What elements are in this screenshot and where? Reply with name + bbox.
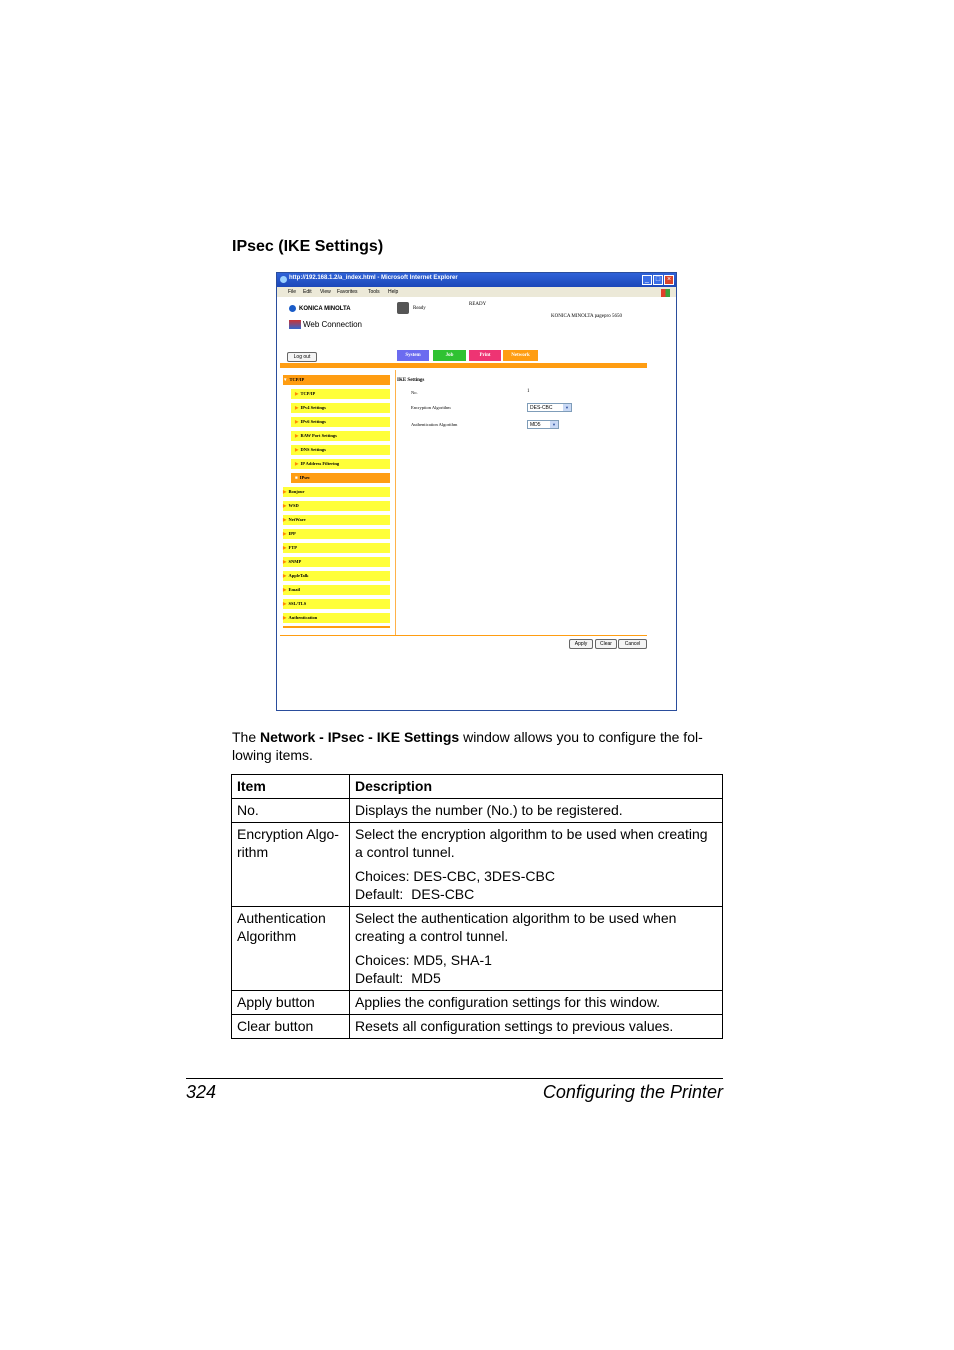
table-header-row — [232, 775, 723, 799]
no-label: No. — [411, 390, 418, 395]
arrow-icon: ▶ — [283, 559, 287, 564]
table-row — [232, 1015, 723, 1039]
table-row — [232, 823, 723, 907]
chevron-down-icon[interactable]: ▼ — [550, 421, 558, 428]
close-icon[interactable]: × — [664, 275, 674, 285]
menu-view[interactable]: View — [320, 289, 331, 295]
row-description: Select the authentication algorithm to be used when creating a control tunnel. Choices: MD5, SHA-1 Default: MD5 — [350, 907, 723, 991]
tab-network[interactable]: Network — [503, 350, 538, 361]
status-text: Ready — [413, 306, 426, 311]
nav-item-snmp[interactable]: ▶ SNMP — [283, 557, 390, 567]
arrow-icon: ▶ — [295, 447, 299, 452]
encryption-value: DES-CBC — [530, 405, 553, 411]
printer-icon — [397, 302, 409, 314]
arrow-icon: ▶ — [295, 391, 299, 396]
intro-paragraph: The Network - IPsec - IKE Settings window allows you to configure the fol-lowing items. — [232, 729, 703, 763]
choices-line: Choices: MD5, SHA-1 — [355, 952, 492, 968]
nav-item-authentication[interactable]: ▶ Authentication — [283, 613, 390, 623]
nav-item-email[interactable]: ▶ Email — [283, 585, 390, 595]
form-divider — [280, 635, 647, 636]
encryption-label: Encryption Algorithm — [411, 405, 451, 410]
menu-file[interactable]: File — [288, 289, 297, 295]
windows-logo-icon — [661, 289, 670, 297]
tab-print[interactable]: Print — [469, 350, 501, 361]
nav-item-netware[interactable]: ▶ NetWare — [283, 515, 390, 525]
clear-button[interactable]: Clear — [595, 639, 617, 649]
footer-rule — [186, 1078, 723, 1079]
nav-item-ip-filter[interactable]: ▶ IP Address Filtering — [291, 459, 390, 469]
apply-button[interactable]: Apply — [569, 639, 593, 649]
menu-edit[interactable]: Edit — [303, 289, 312, 295]
chevron-down-icon: ▼ — [283, 377, 288, 382]
nav-item-ipsec[interactable]: ■ IPsec — [291, 473, 390, 483]
lcd-status: READY — [469, 302, 487, 307]
table-row — [232, 991, 723, 1015]
pagescope-logo: Web Connection — [289, 320, 362, 329]
browser-title: http://192.168.1.2/a_index.html - Microsoft Internet Explorer — [289, 275, 458, 281]
nav-item-raw-port[interactable]: ▶ RAW Port Settings — [291, 431, 390, 441]
square-icon: ■ — [295, 475, 298, 480]
page-number: 324 — [186, 1082, 217, 1102]
row-item: Authentication Algorithm — [232, 907, 350, 991]
authentication-label: Authentication Algorithm — [411, 422, 458, 427]
minimize-icon[interactable]: _ — [642, 275, 652, 285]
table-row — [232, 907, 723, 991]
row-description: Select the encryption algorithm to be used when creating a control tunnel. Choices: DES-CBC, 3DES-CBC Default: DES-CBC — [350, 823, 723, 907]
arrow-icon: ▶ — [283, 503, 287, 508]
header-divider — [280, 363, 647, 368]
nav-item-wsd[interactable]: ▶ WSD — [283, 501, 390, 511]
arrow-icon: ▶ — [283, 517, 287, 522]
row-description: Applies the configuration settings for this window. — [350, 991, 723, 1015]
arrow-icon: ▶ — [295, 419, 299, 424]
cancel-button[interactable]: Cancel — [618, 639, 647, 649]
default-line: Default: DES-CBC — [355, 886, 475, 902]
chevron-down-icon[interactable]: ▼ — [563, 404, 571, 411]
nav-item-ipp[interactable]: ▶ IPP — [283, 529, 390, 539]
row-item: Encryption Algo-rithm — [232, 823, 350, 907]
pagescope-icon — [289, 320, 301, 329]
authentication-select[interactable] — [527, 420, 559, 429]
arrow-icon: ▶ — [283, 489, 287, 494]
encryption-select[interactable] — [527, 403, 572, 412]
default-line: Default: MD5 — [355, 970, 441, 986]
nav-item-ftp[interactable]: ▶ FTP — [283, 543, 390, 553]
section-heading: IPsec (IKE Settings) — [232, 238, 384, 255]
header-item: Item — [232, 775, 350, 799]
row-item: Apply button — [232, 991, 350, 1015]
nav-item-tcpip[interactable]: ▶ TCP/IP — [291, 389, 390, 399]
tab-job[interactable]: Job — [433, 350, 466, 361]
maximize-icon[interactable]: □ — [653, 275, 663, 285]
tab-system[interactable]: System — [397, 350, 429, 361]
nav-group-tcpip[interactable]: ▼ TCP/IP — [283, 375, 390, 385]
konica-logo: KONICA MINOLTA — [289, 305, 351, 312]
nav-item-ipv6[interactable]: ▶ IPv6 Settings — [291, 417, 390, 427]
arrow-icon: ▶ — [283, 573, 287, 578]
arrow-icon: ▶ — [283, 587, 287, 592]
browser-screenshot — [276, 272, 677, 711]
nav-item-appletalk[interactable]: ▶ AppleTalk — [283, 571, 390, 581]
nav-item-dns[interactable]: ▶ DNS Settings — [291, 445, 390, 455]
menu-tools[interactable]: Tools — [368, 289, 380, 295]
nav-item-bonjour[interactable]: ▶ Bonjour — [283, 487, 390, 497]
arrow-icon: ▶ — [283, 615, 287, 620]
browser-titlebar — [277, 273, 676, 287]
nav-item-ipv4[interactable]: ▶ IPv4 Settings — [291, 403, 390, 413]
choices-line: Choices: DES-CBC, 3DES-CBC — [355, 868, 555, 884]
row-item: Clear button — [232, 1015, 350, 1039]
menu-bar — [277, 287, 676, 297]
logout-button[interactable]: Log out — [287, 352, 317, 362]
arrow-icon: ▶ — [283, 531, 287, 536]
footer-title: Configuring the Printer — [542, 1082, 723, 1102]
nav-underline — [283, 626, 390, 628]
konica-globe-icon — [289, 305, 296, 312]
description-table — [231, 774, 723, 1039]
arrow-icon: ▶ — [295, 461, 299, 466]
menu-help[interactable]: Help — [388, 289, 399, 295]
arrow-icon: ▶ — [295, 433, 299, 438]
arrow-icon: ▶ — [295, 405, 299, 410]
arrow-icon: ▶ — [283, 545, 287, 550]
table-row — [232, 799, 723, 823]
model-name: KONICA MINOLTA pagepro 5650 — [551, 314, 622, 319]
no-value: 1 — [527, 389, 530, 394]
ie-icon — [280, 276, 287, 283]
arrow-icon: ▶ — [283, 601, 287, 606]
nav-item-ssl-tls[interactable]: ▶ SSL/TLS — [283, 599, 390, 609]
header-description: Description — [350, 775, 723, 799]
form-title: IKE Settings — [397, 378, 425, 383]
menu-favorites[interactable]: Favorites — [337, 289, 358, 295]
authentication-value: MD5 — [530, 422, 541, 428]
row-description: Resets all configuration settings to previous values. — [350, 1015, 723, 1039]
nav-divider — [395, 370, 396, 635]
row-item: No. — [232, 799, 350, 823]
row-description: Displays the number (No.) to be registered. — [350, 799, 723, 823]
